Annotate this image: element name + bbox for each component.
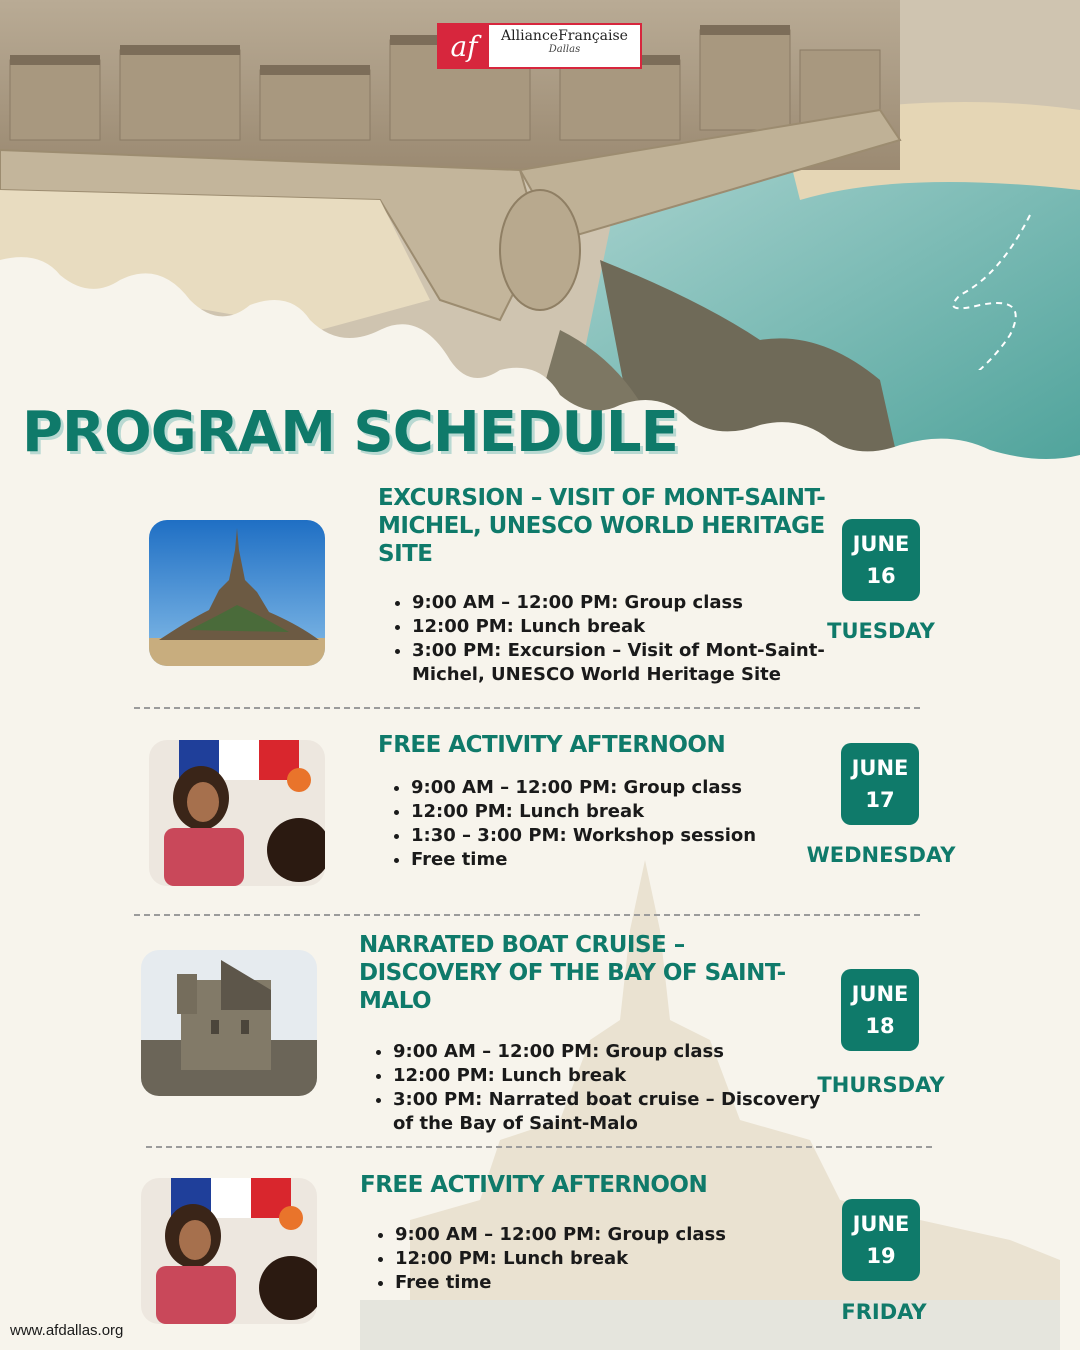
agenda-item: • 9:00 AM – 12:00 PM: Group class	[411, 776, 841, 800]
date-day: 17	[865, 788, 895, 812]
date-day: 18	[865, 1014, 895, 1038]
event-title: FREE ACTIVITY AFTERNOON	[378, 732, 726, 758]
event-agenda	[377, 776, 841, 872]
agenda-item: • 1:30 – 3:00 PM: Workshop session	[411, 824, 841, 848]
agenda-item: • Free time	[411, 848, 841, 872]
date-month: JUNE	[851, 756, 909, 780]
event-title: EXCURSION – VISIT OF MONT-SAINT-MICHEL, UNESCO WORLD HERITAGE SITE	[378, 485, 826, 567]
event-title: NARRATED BOAT CRUISE – DISCOVERY OF THE BAY OF SAINT-MALO	[359, 932, 786, 1014]
section-divider	[134, 914, 920, 916]
agenda-item: • 3:00 PM: Excursion – Visit of Mont-Saint-Michel, UNESCO World Heritage Site	[412, 639, 872, 687]
section-divider	[134, 707, 920, 709]
page-title: PROGRAM SCHEDULE	[22, 400, 678, 465]
student-photo	[141, 1178, 317, 1324]
agenda-item: • Free time	[395, 1271, 825, 1295]
logo-mark: af	[439, 25, 489, 67]
date-month: JUNE	[852, 1212, 910, 1236]
date-badge	[841, 743, 919, 825]
date-month: JUNE	[852, 532, 910, 556]
agenda-item: • 9:00 AM – 12:00 PM: Group class	[395, 1223, 825, 1247]
date-weekday: WEDNESDAY	[806, 843, 956, 867]
date-weekday: FRIDAY	[841, 1300, 927, 1324]
agenda-item: • 12:00 PM: Lunch break	[393, 1064, 833, 1088]
alliance-francaise-logo[interactable]	[437, 23, 642, 69]
airplane-path-icon	[900, 140, 1050, 370]
event-title: FREE ACTIVITY AFTERNOON	[360, 1172, 708, 1198]
student-photo	[149, 740, 325, 886]
date-badge	[842, 519, 920, 601]
agenda-item: • 12:00 PM: Lunch break	[411, 800, 841, 824]
logo-name: AllianceFrançaise	[501, 28, 628, 44]
date-badge	[842, 1199, 920, 1281]
agenda-item: • 12:00 PM: Lunch break	[395, 1247, 825, 1271]
date-month: JUNE	[851, 982, 909, 1006]
mont-saint-michel-photo	[149, 520, 325, 666]
section-divider	[146, 1146, 932, 1148]
agenda-item: • 9:00 AM – 12:00 PM: Group class	[393, 1040, 833, 1064]
agenda-item: • 3:00 PM: Narrated boat cruise – Discovery of the Bay of Saint-Malo	[393, 1088, 833, 1136]
website-link[interactable]: www.afdallas.org	[10, 1322, 124, 1339]
logo-city: Dallas	[548, 44, 581, 55]
date-weekday: TUESDAY	[827, 619, 935, 643]
event-agenda	[361, 1223, 825, 1295]
event-agenda	[359, 1040, 833, 1136]
agenda-item: • 12:00 PM: Lunch break	[412, 615, 872, 639]
date-badge	[841, 969, 919, 1051]
date-day: 19	[866, 1244, 896, 1268]
agenda-item: • 9:00 AM – 12:00 PM: Group class	[412, 591, 872, 615]
saint-malo-castle-photo	[141, 950, 317, 1096]
date-weekday: THURSDAY	[817, 1073, 945, 1097]
date-day: 16	[866, 564, 896, 588]
